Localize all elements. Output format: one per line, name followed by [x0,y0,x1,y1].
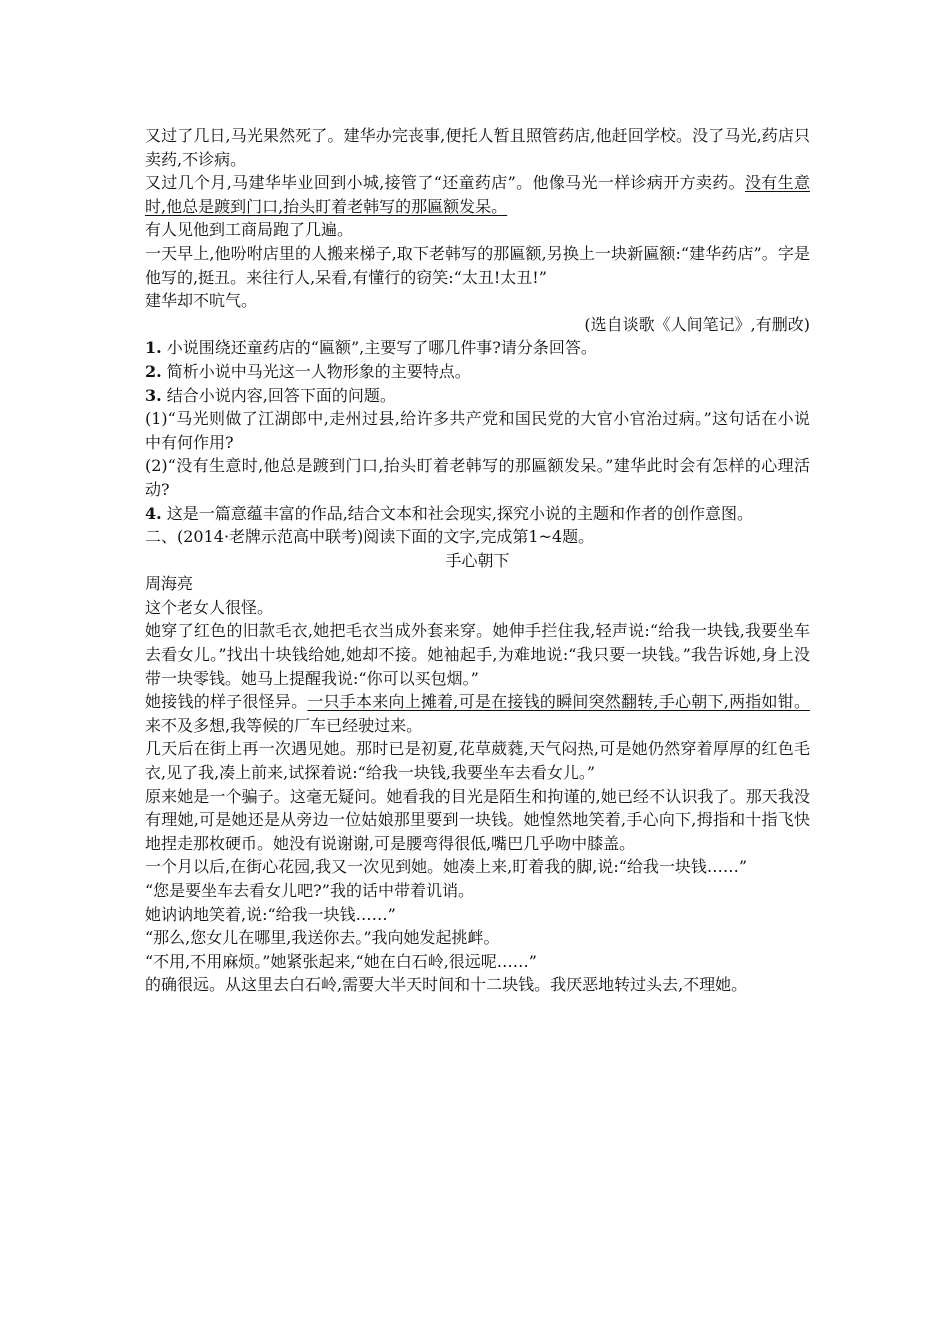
passage2-paragraph-7: “您是要坐车去看女儿吧?”我的话中带着讥诮。 [145,881,474,900]
subquestion-1: (1)“马光则做了江湖郎中,走州过县,给许多共产党和国民党的大官小官治过病。”这句话在小说中有何作用? [145,409,810,452]
question-3-text: 结合小说内容,回答下面的问题。 [161,385,396,405]
question-3 [145,384,810,408]
passage1-paragraph-3: 有人见他到工商局跑了几遍。 [145,220,354,240]
passage2-paragraph-5: 原来她是一个骗子。这毫无疑问。她看我的目光是陌生和拘谨的,她已经不认识我了。那天我没有理她,可是她还是从旁边一位姑娘那里要到一块钱。她惶然地笑着,手心向下,拇指和十指飞快地捏走那枚硬币。她没有说谢谢,可是腰弯得很低,嘴巴几乎吻中膝盖。 [145,786,810,853]
passage2-paragraph-10: “不用,不用麻烦。”她紧张起来,“她在白石岭,很远呢……” [145,951,537,971]
passage2-paragraph-8: 她讷讷地笑着,说:“给我一块钱……” [145,904,396,924]
question-2-text: 简析小说中马光这一人物形象的主要特点。 [161,361,471,381]
passage2-paragraph-3 [145,690,810,737]
passage2-paragraph-3-tail: 来不及多想,我等候的厂车已经驶过来。 [145,715,423,735]
question-2-number: 2. [145,361,162,381]
passage2-paragraph-1: 这个老女人很怪。 [145,597,274,617]
passage1-paragraph-4: 一天早上,他吩咐店里的人搬来梯子,取下老韩写的那匾额,另换上一块新匾额:“建华药店”。字是他写的,挺丑。来往行人,呆看,有懂行的窃笑:“太丑!太丑!” [145,243,810,287]
passage1-paragraph-5: 建华却不吭气。 [145,291,258,311]
question-3-number: 3. [145,385,162,405]
passage2-paragraph-6: 一个月以后,在街心花园,我又一次见到她。她凑上来,盯着我的脚,说:“给我一块钱……” [145,857,748,877]
passage2-paragraph-2: 她穿了红色的旧款毛衣,她把毛衣当成外套来穿。她伸手拦住我,轻声说:“给我一块钱,我要坐车去看女儿。”找出十块钱给她,她却不接。她袖起手,为难地说:“我只要一块钱。”我告诉她,身上没带一块零钱。她马上提醒我说:“你可以买包烟。” [145,621,810,688]
underlined-sentence-1: 没有生意时,他总是踱到门口,抬头盯着老韩写的那匾额发呆。 [145,173,810,216]
story-author: 周海亮 [145,574,194,594]
section-2-heading: 二、(2014·老牌示范高中联考)阅读下面的文字,完成第1~4题。 [145,527,595,547]
passage2-paragraph-11: 的确很远。从这里去白石岭,需要大半天时间和十二块钱。我厌恶地转过头去,不理她。 [145,975,748,995]
question-1-text: 小说围绕还童药店的“匾额”,主要写了哪几件事?请分条回答。 [161,338,597,358]
question-4-text: 这是一篇意蕴丰富的作品,结合文本和社会现实,探究小说的主题和作者的创作意图。 [161,503,753,523]
passage1-paragraph-2-text: 又过几个月,马建华毕业回到小城,接管了“还童药店”。他像马光一样诊病开方卖药。 [145,173,745,193]
story-title: 手心朝下 [445,550,510,570]
underlined-sentence-2: 一只手本来向上摊着,可是在接钱的瞬间突然翻转,手心朝下,两指如钳。 [307,692,810,712]
question-2 [145,360,810,384]
source-citation: (选自谈歌《人间笔记》,有删改) [584,314,810,334]
passage1-paragraph-2 [145,171,810,218]
question-4-number: 4. [145,503,162,523]
question-4 [145,502,810,526]
question-1 [145,336,810,360]
question-1-number: 1. [145,338,162,358]
passage1-paragraph-1: 又过了几日,马光果然死了。建华办完丧事,便托人暂且照管药店,他赶回学校。没了马光,药店只卖药,不诊病。 [145,126,810,169]
subquestion-2: (2)“没有生意时,他总是踱到门口,抬头盯着老韩写的那匾额发呆。”建华此时会有怎样的心理活动? [145,456,810,499]
passage2-paragraph-3-lead: 她接钱的样子很怪异。 [145,692,308,712]
passage2-paragraph-4: 几天后在街上再一次遇见她。那时已是初夏,花草葳蕤,天气闷热,可是她仍然穿着厚厚的红色毛衣,见了我,凑上前来,试探着说:“给我一块钱,我要坐车去看女儿。” [145,739,810,783]
document-page [145,124,810,997]
passage2-paragraph-9: “那么,您女儿在哪里,我送你去。”我向她发起挑衅。 [145,928,500,948]
